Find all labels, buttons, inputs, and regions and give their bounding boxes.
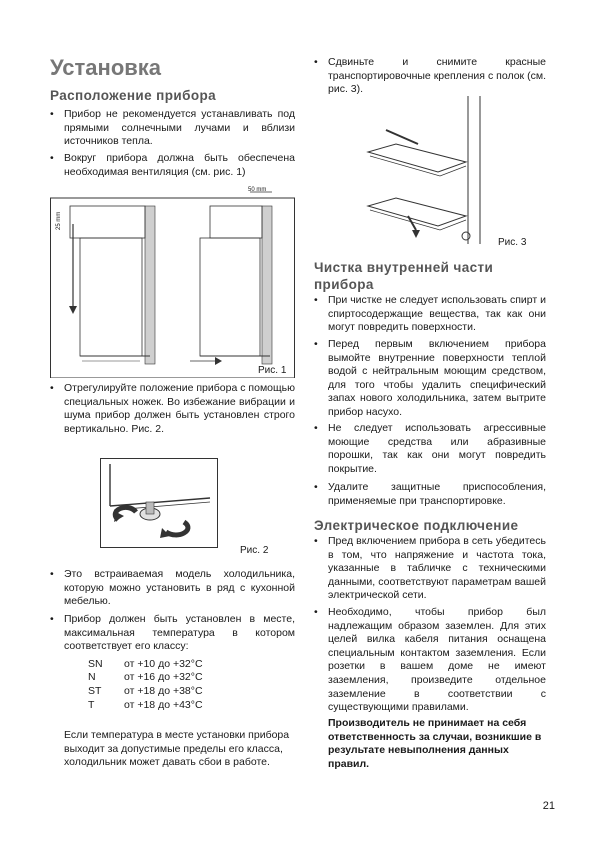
climate-class-table	[88, 657, 203, 711]
bullet-remove-protection: • Удалите защитные приспособления, применяемые при транспортировке.	[314, 481, 546, 508]
fig1-label-side: 25 mm	[56, 211, 62, 230]
bullet-leveling: • Отрегулируйте положение прибора с помощью специальных ножек. Во избежание вибрации и шума прибор должен быть установлен строго вертикально. Рис. 2.	[50, 382, 295, 436]
figure-1-ventilation	[50, 186, 295, 378]
class-row	[88, 684, 203, 698]
fig1-caption: Рис. 1	[258, 365, 287, 376]
fig2-caption: Рис. 2	[240, 545, 269, 556]
figure-2-feet	[100, 458, 218, 548]
bullet-transport-locks: • Сдвиньте и снимите красные транспортировочные крепления с полок (см. рис. 3).	[314, 56, 546, 97]
bullet-built-in: • Это встраиваемая модель холодильника, которую можно установить в ряд с кухонной мебелью.	[50, 568, 295, 609]
class-range: от +18 до +38°C	[124, 684, 203, 697]
fig3-caption: Рис. 3	[498, 237, 527, 248]
figure-3-shelves	[348, 96, 498, 244]
liability-warning: Производитель не принимает на себя ответственность за случаи, возникшие в результате невыполнения данных правил.	[328, 717, 542, 770]
bullet-no-abrasives: • Не следует использовать агрессивные моющие средства или абразивные порошки, так как они могут повредить покрытие.	[314, 422, 546, 476]
class-row	[88, 698, 203, 712]
temperature-note: Если температура в месте установки прибора выходит за допустимые пределы его класса, холодильник может давать сбои в работе.	[64, 729, 290, 769]
class-row	[88, 671, 203, 685]
bullet-no-alcohol: • При чистке не следует использовать спирт и спиртосодержащие вещества, так как они могут повредить поверхности.	[314, 294, 546, 335]
bullet-climate-class: • Прибор должен быть установлен в месте, максимальная температура в котором соответствует его классу:	[50, 613, 295, 654]
fig1-label-top: 50 mm	[248, 187, 267, 193]
class-code: N	[88, 671, 96, 684]
bullet-voltage: • Пред включением прибора в сеть убедитесь в том, что напряжение и частота тока, указанные в табличке с техническими данными, соответствуют параметрам вашей электрической сети.	[314, 535, 546, 603]
heading-electric: Электрическое подключение	[314, 518, 519, 533]
bullet-first-wash: • Перед первым включением прибора вымойте внутренние поверхности теплой водой с нейтральным моющим средством, для того чтобы удалить специфический запах нового холодильника, затем вытрите прибор насухо.	[314, 338, 546, 420]
bullet-ventilation: • Вокруг прибора должна быть обеспечена необходимая вентиляция (см. рис. 1)	[50, 152, 295, 179]
bullet-sunlight: • Прибор не рекомендуется устанавливать под прямыми солнечными лучами и вблизи источников тепла.	[50, 108, 295, 149]
class-range: от +10 до +32°C	[124, 657, 203, 670]
page-title: Установка	[50, 55, 162, 80]
heading-location: Расположение прибора	[50, 88, 217, 103]
page-number: 21	[542, 800, 555, 812]
class-code: ST	[88, 684, 102, 697]
bullet-grounding: • Необходимо, чтобы прибор был надлежащим образом заземлен. Для этих целей вилка кабеля питания оснащена специальным контактом заземления. Если розетки в вашем доме не имеют заземления, произведите отдельное заземление в соответствии с существующими правилами.	[314, 606, 546, 715]
class-code: SN	[88, 657, 103, 670]
class-row	[88, 657, 203, 671]
class-range: от +16 до +32°C	[124, 671, 203, 684]
class-code: T	[88, 698, 95, 711]
class-range: от +18 до +43°C	[124, 698, 203, 711]
heading-cleaning: Чистка внутренней части прибора	[314, 260, 494, 292]
